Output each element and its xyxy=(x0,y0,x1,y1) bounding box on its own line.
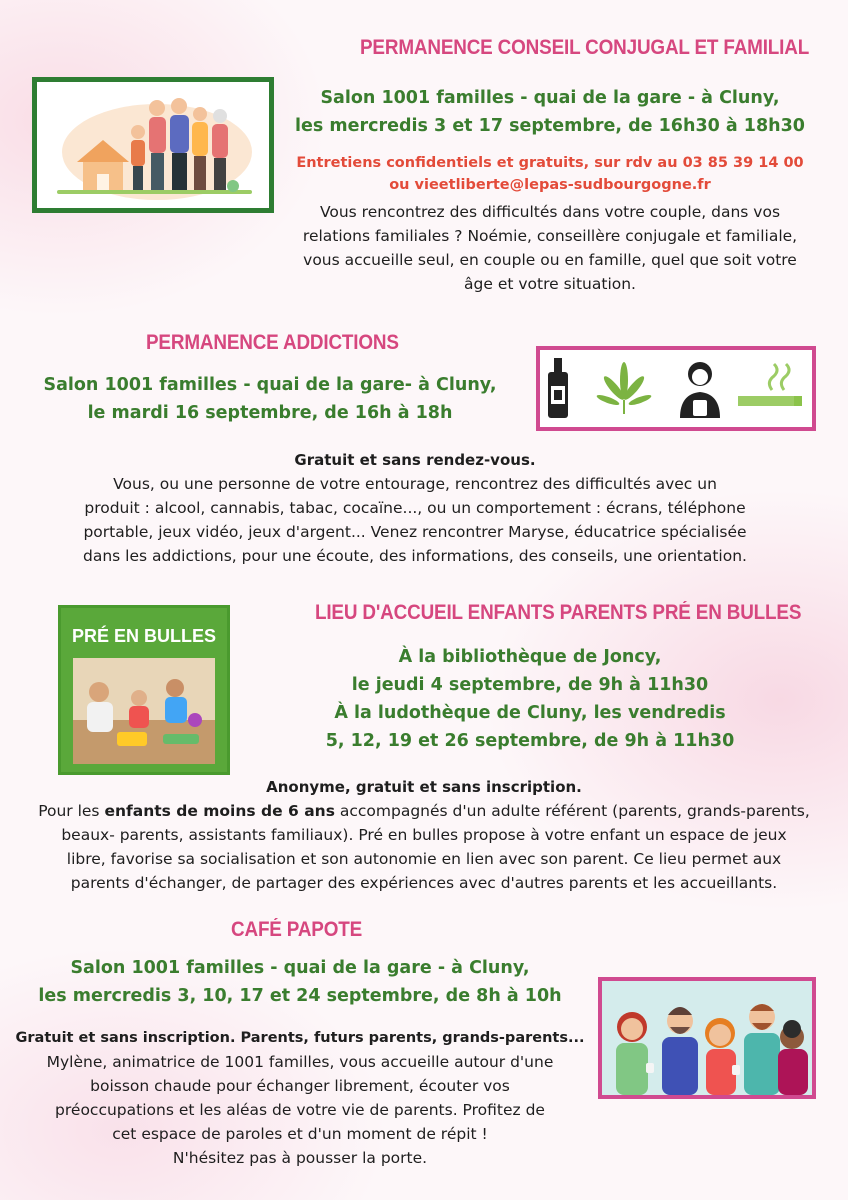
s1-location: Salon 1001 familles - quai de la gare - à Cluny, xyxy=(320,88,780,108)
s3-place-cluny: À la ludothèque de Cluny, les vendredis xyxy=(334,703,726,723)
s4-desc-line: N'hésitez pas à pousser la porte. xyxy=(172,1149,428,1167)
cigarette-icon xyxy=(738,364,802,406)
s3-desc-post: accompagnés d'un adulte référent (parents, grands-parents, xyxy=(334,802,810,820)
s3-desc-line: parents d'échanger, de partager des expériences avec d'autres parents et les accueillants. xyxy=(70,874,778,892)
pre-en-bulles-image xyxy=(58,605,230,775)
family-illustration xyxy=(32,77,274,213)
s2-desc-line: dans les addictions, pour une écoute, des informations, des conseils, une orientation. xyxy=(83,547,747,565)
children-playing-photo xyxy=(73,658,215,764)
s3-anonymous-note: Anonyme, gratuit et sans inscription. xyxy=(266,778,582,796)
s1-desc-line: âge et votre situation. xyxy=(464,275,636,293)
section-title-addictions: PERMANENCE ADDICTIONS xyxy=(146,331,399,354)
section-title-pre-en-bulles: LIEU D'ACCUEIL ENFANTS PARENTS PRÉ EN BULLES xyxy=(315,601,802,624)
section-title-conseil-conjugal: PERMANENCE CONSEIL CONJUGAL ET FAMILIAL xyxy=(360,36,810,59)
s4-desc-line: Mylène, animatrice de 1001 familles, vous accueille autour d'une xyxy=(46,1053,554,1071)
s3-desc-bold: enfants de moins de 6 ans xyxy=(104,802,335,820)
s3-place-joncy: À la bibliothèque de Joncy, xyxy=(398,647,662,667)
s4-desc-line: préoccupations et les aléas de votre vie de parents. Profitez de xyxy=(55,1101,545,1119)
s2-free-note: Gratuit et sans rendez-vous. xyxy=(294,451,536,469)
bottle-icon xyxy=(548,358,568,418)
phone-user-icon xyxy=(680,362,720,418)
s4-dates: les mercredis 3, 10, 17 et 24 septembre, de 8h à 10h xyxy=(38,986,562,1006)
s1-contact-email: ou vieetliberte@lepas-sudbourgogne.fr xyxy=(389,177,711,193)
s2-location: Salon 1001 familles - quai de la gare- à Cluny, xyxy=(43,375,497,395)
section-title-cafe-papote: CAFÉ PAPOTE xyxy=(231,918,363,941)
cafe-papote-illustration xyxy=(598,977,816,1099)
s1-desc-line: vous accueille seul, en couple ou en famille, quel que soit votre xyxy=(303,251,797,269)
s4-desc-line: boisson chaude pour échanger librement, écouter vos xyxy=(90,1077,510,1095)
s3-desc-line: beaux- parents, assistants familiaux). Pré en bulles propose à votre enfant un espace de jeux xyxy=(61,826,787,844)
s2-desc-line: portable, jeux vidéo, jeux d'argent... Venez rencontrer Maryse, éducatrice spécialisée xyxy=(83,523,747,541)
s3-desc-pre: Pour les xyxy=(38,802,105,820)
family-icon xyxy=(37,82,269,208)
s3-desc-line xyxy=(20,799,828,823)
s2-desc-line: produit : alcool, cannabis, tabac, cocaïne..., ou un comportement : écrans, téléphone xyxy=(84,499,746,517)
s4-location: Salon 1001 familles - quai de la gare - à Cluny, xyxy=(70,958,530,978)
s3-desc-line: libre, favorise sa socialisation et son autonomie en lien avec son parent. Ce lieu permet aux xyxy=(66,850,782,868)
s4-desc-line: cet espace de paroles et d'un moment de répit ! xyxy=(112,1125,488,1143)
cannabis-icon xyxy=(596,362,653,414)
people-chatting-icon xyxy=(602,981,812,1095)
s1-desc-line: relations familiales ? Noémie, conseillère conjugale et familiale, xyxy=(302,227,798,245)
pre-en-bulles-logo-text: PRÉ EN BULLES xyxy=(71,625,217,646)
addictions-icons xyxy=(536,346,816,431)
s1-desc-line: Vous rencontrez des difficultés dans votre couple, dans vos xyxy=(319,203,781,221)
s3-date-joncy: le jeudi 4 septembre, de 9h à 11h30 xyxy=(351,675,709,695)
s3-date-cluny: 5, 12, 19 et 26 septembre, de 9h à 11h30 xyxy=(325,731,735,751)
s2-dates: le mardi 16 septembre, de 16h à 18h xyxy=(87,403,453,423)
s2-desc-line: Vous, ou une personne de votre entourage, rencontrez des difficultés avec un xyxy=(113,475,717,493)
s4-free-note: Gratuit et sans inscription. Parents, futurs parents, grands-parents... xyxy=(15,1030,585,1046)
s1-dates: les mercredis 3 et 17 septembre, de 16h30 à 18h30 xyxy=(295,116,805,136)
s1-contact-phone: Entretiens confidentiels et gratuits, sur rdv au 03 85 39 14 00 xyxy=(296,155,804,171)
